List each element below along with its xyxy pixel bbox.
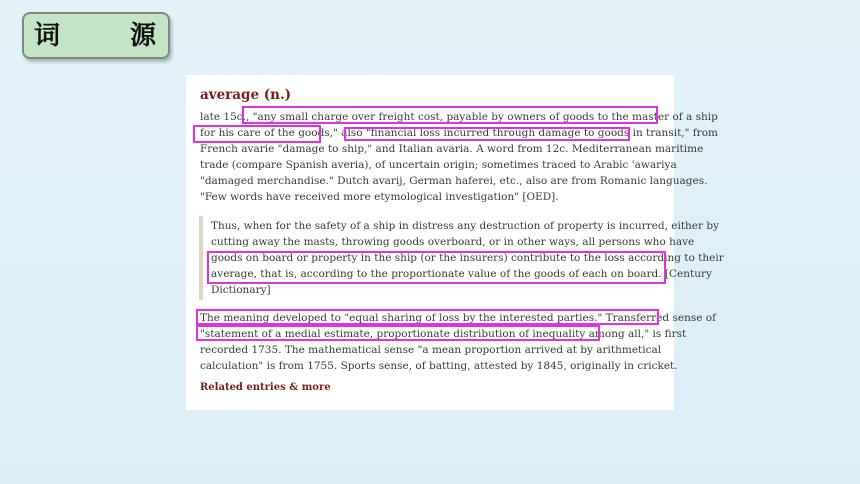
p2-line-1: The meaning developed to "equal sharing of loss by the interested parties." Transferred sense of — [200, 312, 716, 324]
quote-line-4: average, that is, according to the proportionate value of the goods of each on board. [Century — [211, 268, 712, 280]
etymology-card — [186, 75, 724, 410]
p2-line-4: calculation" is from 1755. Sports sense, of batting, attested by 1845, originally in cricket. — [200, 360, 678, 372]
p1-line-4: trade (compare Spanish averia), of uncertain origin; sometimes traced to Arabic 'awariya — [200, 159, 677, 171]
headword: average (n.) — [200, 87, 292, 103]
highlight-box-1 — [242, 106, 658, 124]
quote-line-2: cutting away the masts, throwing goods overboard, or in other ways, all persons who have — [211, 236, 695, 248]
highlight-box-4 — [207, 251, 666, 284]
quote-line-1: Thus, when for the safety of a ship in distress any destruction of property is incurred, either by — [211, 220, 720, 232]
tag-char-2: 源 — [130, 21, 157, 51]
tag-char-1: 词 — [34, 21, 61, 51]
p1-line-1: late 15c., "any small charge over freight cost, payable by owners of goods to the master of a ship — [200, 111, 718, 123]
p2-line-2: "statement of a medial estimate, proportionate distribution of inequality among all," is first — [200, 328, 687, 340]
quote-line-5: Dictionary] — [211, 284, 271, 296]
quote-bar — [199, 216, 203, 300]
p1-line-6: "Few words have received more etymological investigation" [OED]. — [200, 191, 559, 203]
p1-line-2: for his care of the goods," also "financial loss incurred through damage to goods in transit," from — [200, 127, 718, 139]
related-entries-link[interactable]: Related entries & more — [200, 382, 331, 393]
p1-line-3: French avarie "damage to ship," and Italian avaria. A word from 12c. Mediterranean maritime — [200, 143, 704, 155]
quote-line-3: goods on board or property in the ship (or the insurers) contribute to the loss according to their — [211, 252, 724, 264]
p2-line-3: recorded 1735. The mathematical sense "a mean proportion arrived at by arithmetical — [200, 344, 662, 356]
p1-line-5: "damaged merchandise." Dutch avarij, German haferei, etc., also are from Romanic languages. — [200, 175, 708, 187]
highlight-box-6 — [196, 325, 600, 341]
highlight-box-2 — [193, 125, 321, 143]
highlight-box-3 — [344, 127, 630, 141]
highlight-box-5 — [196, 309, 659, 325]
section-tag — [22, 12, 170, 59]
